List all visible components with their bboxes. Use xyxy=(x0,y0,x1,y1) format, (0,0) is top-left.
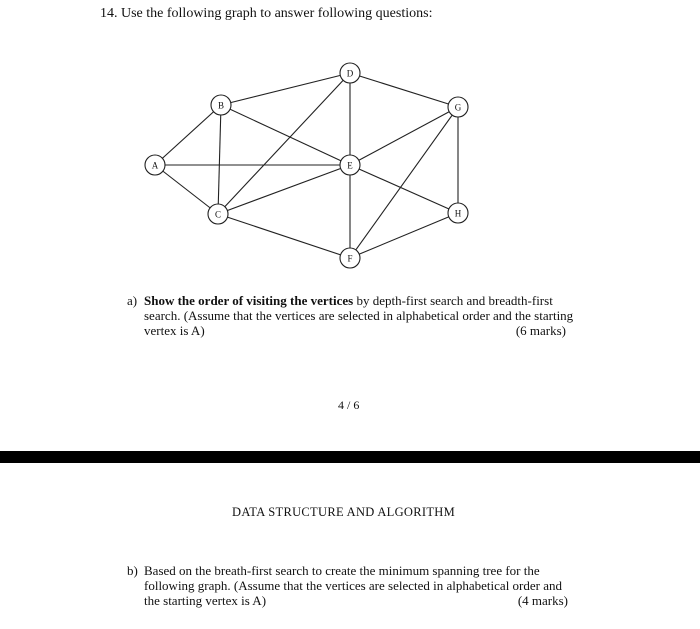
part-a-marks: (6 marks) xyxy=(515,323,566,338)
vertex-a xyxy=(145,155,165,175)
edge-a-b xyxy=(155,105,221,165)
edge-b-e xyxy=(221,105,350,165)
edge-e-g xyxy=(350,107,458,165)
edge-e-h xyxy=(350,165,458,213)
vertex-f xyxy=(340,248,360,268)
question-title: 14. Use the following graph to answer following questions: xyxy=(100,6,433,21)
part-b-text-3: the starting vertex is A) xyxy=(144,593,267,608)
part-a-text-3: vertex is A) xyxy=(144,323,205,338)
part-a-question xyxy=(127,293,597,338)
edge-b-c xyxy=(218,105,221,214)
vertex-h xyxy=(448,203,468,223)
vertex-g xyxy=(448,97,468,117)
graph-edges xyxy=(155,73,458,258)
edge-b-d xyxy=(221,73,350,105)
vertex-c xyxy=(208,204,228,224)
part-b-label: b) xyxy=(127,563,138,578)
part-b-text-1: Based on the breath-first search to create the minimum spanning tree for the xyxy=(144,563,540,578)
vertex-label: G xyxy=(454,102,462,113)
part-a-text-1: by depth-first search and breadth-first xyxy=(353,293,553,308)
vertex-d xyxy=(340,63,360,83)
part-a-label: a) xyxy=(127,293,138,308)
edge-c-e xyxy=(218,165,350,214)
graph-diagram xyxy=(0,0,700,290)
vertex-b xyxy=(211,95,231,115)
part-b-question xyxy=(127,563,597,608)
vertex-label: E xyxy=(347,160,353,171)
edge-c-d xyxy=(218,73,350,214)
vertex-e xyxy=(340,155,360,175)
document-header: DATA STRUCTURE AND ALGORITHM xyxy=(232,505,456,519)
vertex-label: A xyxy=(151,160,159,171)
vertex-label: D xyxy=(346,68,354,79)
part-a-bold-text: Show the order of visiting the vertices xyxy=(144,293,354,308)
part-b-marks: (4 marks) xyxy=(517,593,568,608)
edge-d-g xyxy=(350,73,458,107)
edge-c-f xyxy=(218,214,350,258)
part-b-text-2: following graph. (Assume that the vertices are selected in alphabetical order and xyxy=(144,578,563,593)
vertex-label: F xyxy=(347,253,353,264)
vertex-label: H xyxy=(454,208,462,219)
vertex-label: B xyxy=(217,100,225,111)
page-number: 4 / 6 xyxy=(338,398,360,412)
page-divider xyxy=(0,451,700,463)
part-a-text-2: search. (Assume that the vertices are selected in alphabetical order and the starting xyxy=(144,308,574,323)
edge-a-c xyxy=(155,165,218,214)
vertex-label: C xyxy=(214,209,222,220)
